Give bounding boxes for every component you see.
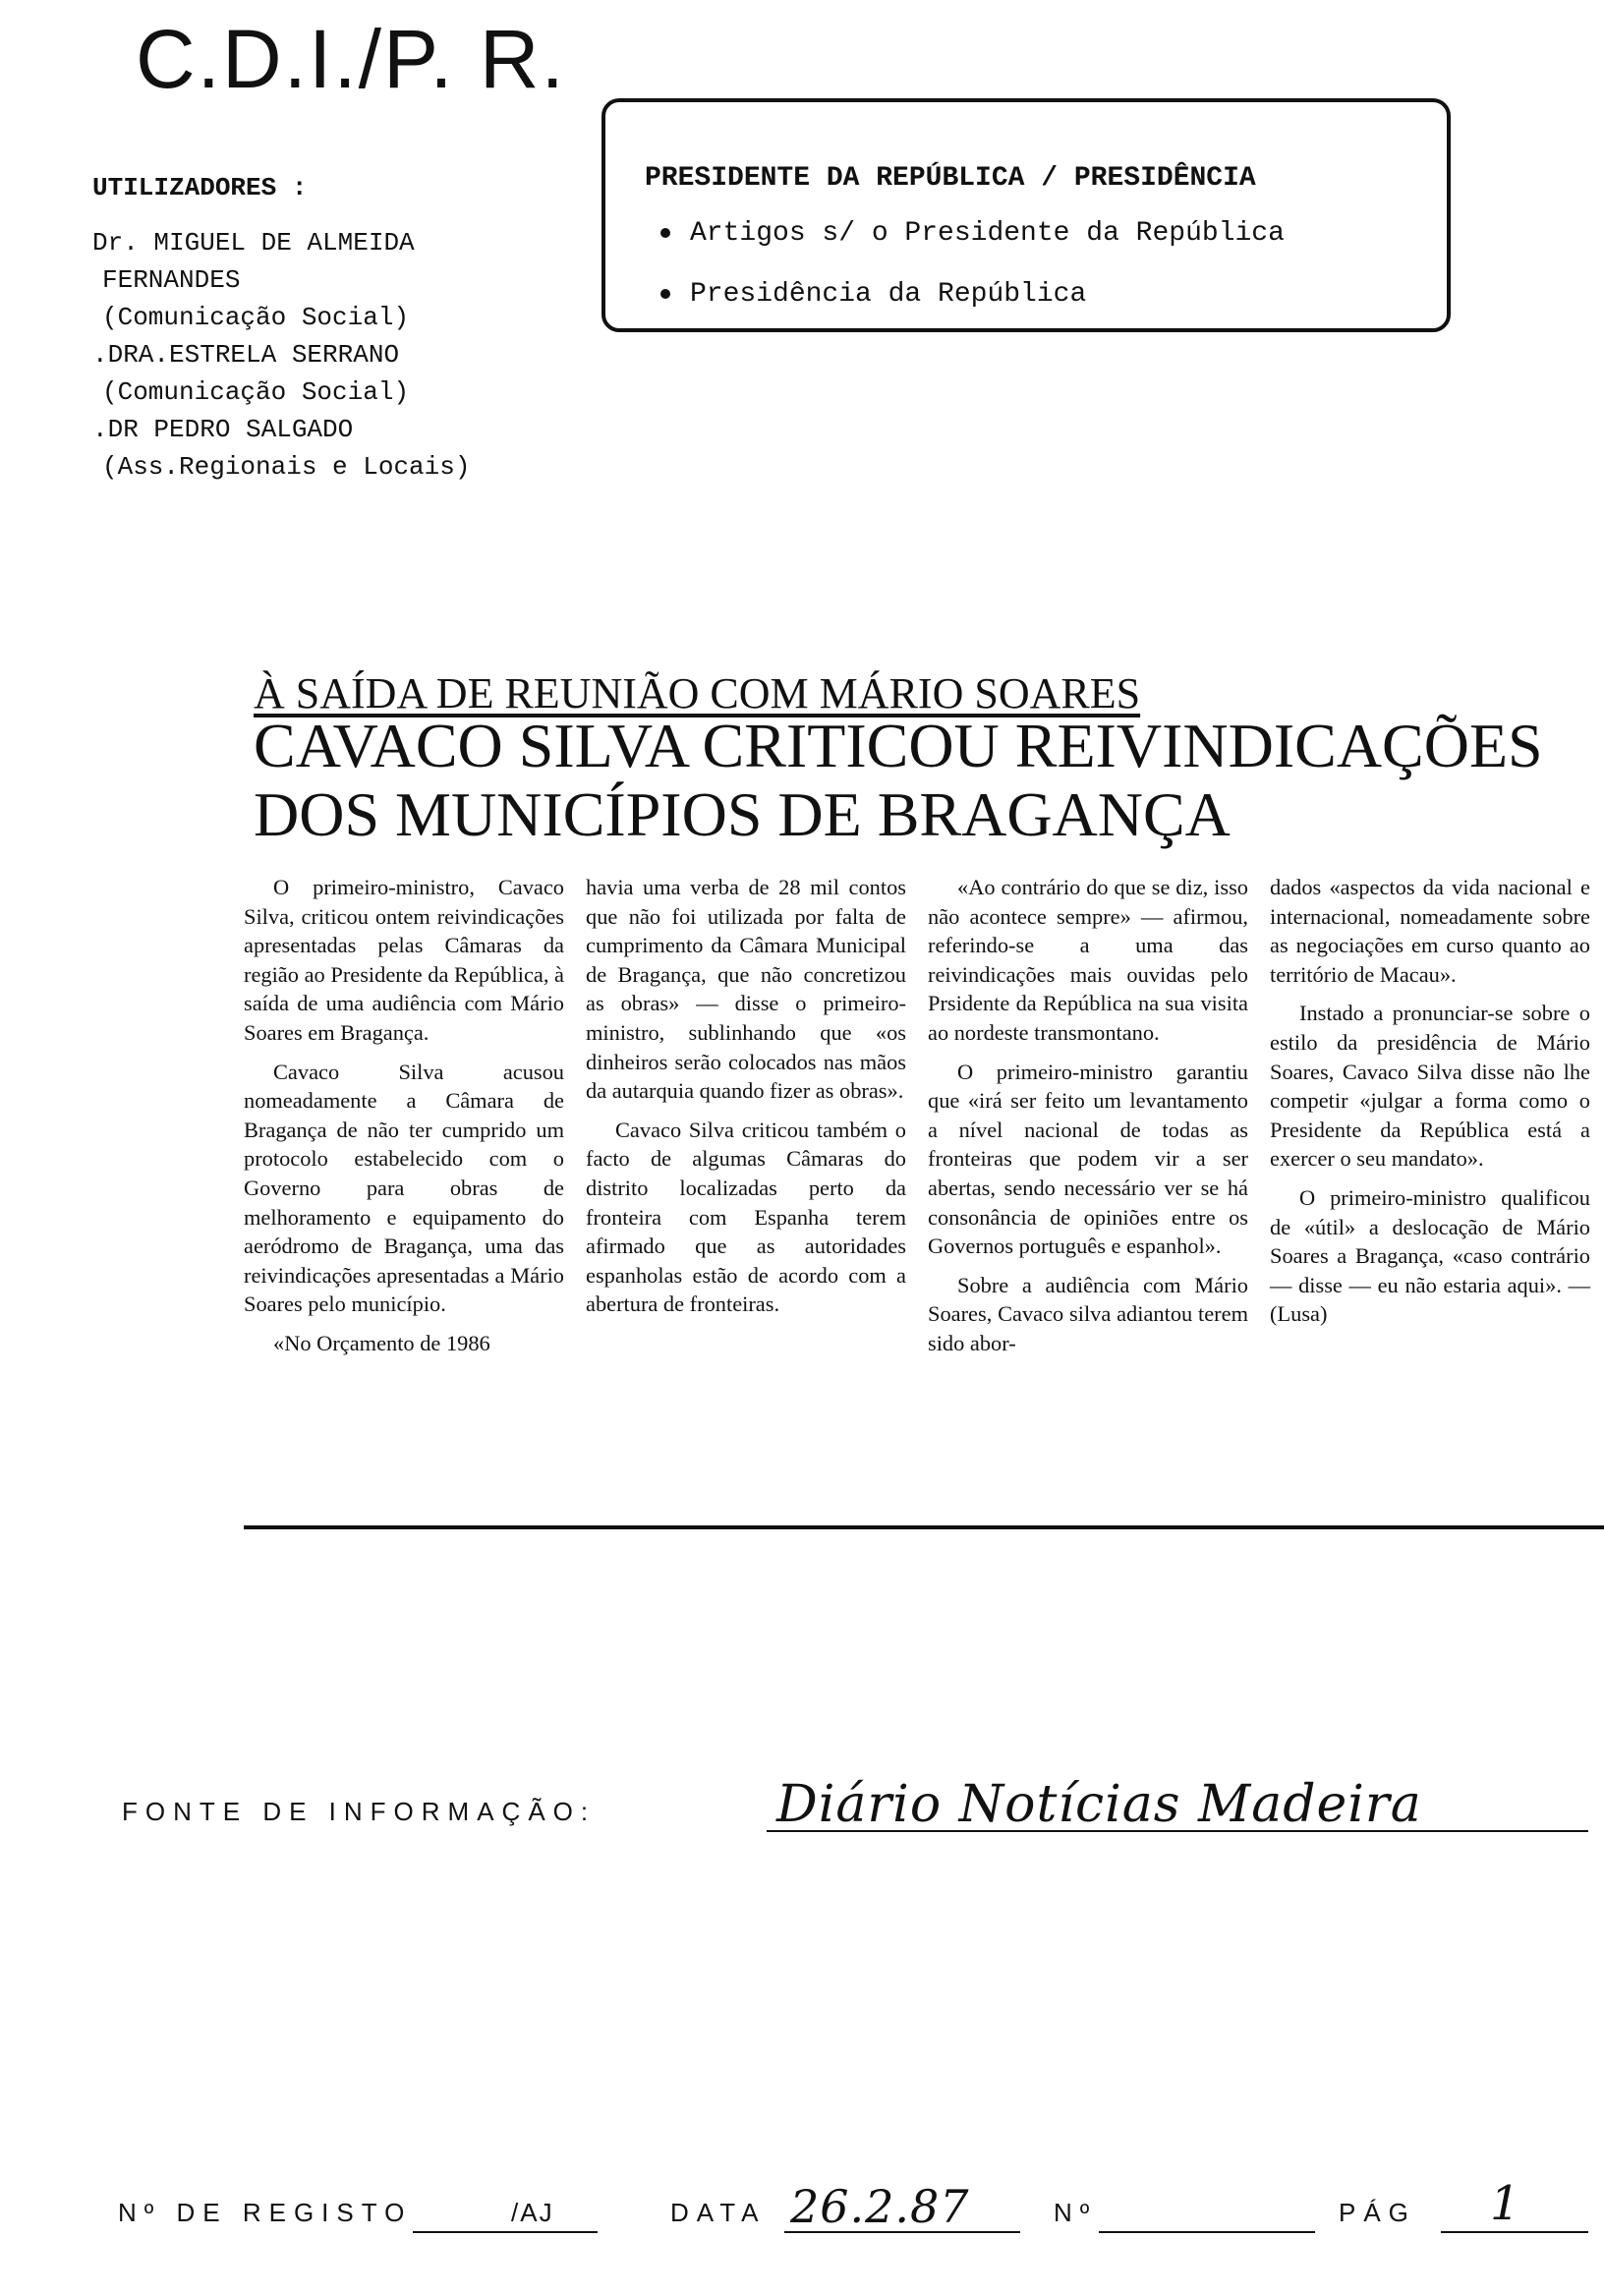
bullet-icon [660, 228, 670, 238]
paragraph: Cavaco Silva criticou também o facto de algumas Câmaras do distrito localizadas perto da fronteira com Espanha terem afirmado que as autoridades espanholas estão de acordo com a abertura de fronteiras. [586, 1117, 906, 1317]
subject-item [660, 279, 1086, 310]
numero-field-line [1099, 2231, 1315, 2233]
paragraph: «Ao contrário do que se diz, isso não acontece sempre» — afirmou, referindo-se a uma das reivindicações mais ouvidas pelo Prsidente da República na sua visita ao nordeste transmontano. [928, 875, 1248, 1045]
article-column [244, 873, 564, 1521]
article-kicker: À SAÍDA DE REUNIÃO COM MÁRIO SOARES [254, 669, 1141, 718]
numero-label: Nº [1054, 2198, 1098, 2227]
user-line: (Ass.Regionais e Locais) [102, 452, 471, 482]
paragraph: Instado a pronunciar-se sobre o estilo da presidência de Mário Soares, Cavaco Silva disse não lhe competir «julgar a forma como o Presidente da República está a exercer o seu mandato». [1270, 1001, 1590, 1172]
paragraph: «No Orçamento de 1986 [273, 1330, 490, 1355]
fonte-value: Diário Notícias Madeira [776, 1775, 1422, 1834]
article-column [928, 873, 1248, 1521]
article-column [1270, 873, 1590, 1521]
bullet-icon [660, 289, 670, 299]
subject-item-label: Presidência da República [690, 279, 1087, 310]
pag-value: 1 [1490, 2176, 1520, 2231]
article-bottom-rule [244, 1525, 1604, 1529]
user-line: Dr. MIGUEL DE ALMEIDA [92, 228, 415, 258]
pag-label: PÁG [1339, 2198, 1416, 2227]
paragraph: O primeiro-ministro, Cavaco Silva, criticou ontem reivindicações apresentadas pelas Câmaras da região ao Presidente da República, à saída de uma audiência com Mário Soares em Bragança. [244, 875, 564, 1045]
paragraph: havia uma verba de 28 mil contos que não foi utilizada por falta de cumprimento da Câmara Municipal de Bragança, que não concretizou as obras» — disse o primeiro-ministro, sublinhando que «os dinheiros serão colocados nas mãos da autarquia quando fizer as obras». [586, 875, 906, 1104]
user-line: (Comunicação Social) [102, 377, 410, 407]
subject-item-label: Artigos s/ o Presidente da República [690, 218, 1285, 249]
users-list [92, 169, 603, 486]
registo-field-line [413, 2231, 598, 2233]
headline-line: DOS MUNICÍPIOS DE BRAGANÇA [254, 779, 1231, 849]
paragraph: Cavaco Silva acusou nomeadamente a Câmara de Bragança de não ter cumprido um protocolo estabelecido com o Governo para obras de melhoramento e equipamento do aeródromo de Bragança, uma das reivindicações apresentadas a Mário Soares pelo município. [244, 1059, 564, 1317]
data-label: DATA [670, 2198, 767, 2227]
fonte-label: FONTE DE INFORMAÇÃO: [122, 1797, 597, 1826]
user-line: FERNANDES [102, 265, 241, 295]
registo-suffix: /AJ [511, 2198, 554, 2227]
user-line: .DR PEDRO SALGADO [92, 415, 354, 444]
registo-label: Nº DE REGISTO [118, 2198, 413, 2227]
pag-field-line [1441, 2231, 1588, 2233]
org-code: C.D.I./P. R. [136, 13, 566, 105]
subject-title: PRESIDENTE DA REPÚBLICA / PRESIDÊNCIA [645, 163, 1256, 194]
article-column [586, 873, 906, 1521]
user-line: .DRA.ESTRELA SERRANO [92, 340, 400, 370]
paragraph: dados «aspectos da vida nacional e internacional, nomeadamente sobre as negociações em curso quanto ao território de Macau». [1270, 875, 1590, 987]
article-body [244, 873, 1602, 1521]
headline-line: CAVACO SILVA CRITICOU REIVINDICAÇÕES [254, 711, 1543, 780]
data-value: 26.2.87 [790, 2180, 970, 2233]
paragraph: Sobre a audiência com Mário Soares, Cavaco silva adiantou terem sido abor- [928, 1272, 1248, 1355]
paragraph: O primeiro-ministro qualificou de «útil» a deslocação de Mário Soares a Bragança, «caso contrário — disse — eu não estaria aqui». — (Lusa) [1270, 1184, 1590, 1327]
users-heading: UTILIZADORES : [92, 173, 308, 202]
subject-item [660, 218, 1285, 249]
subject-box [602, 98, 1451, 332]
user-line: (Comunicação Social) [102, 303, 410, 332]
paragraph: O primeiro-ministro garantiu que «irá ser feito um levantamento a nível nacional de todas as fronteiras que podem vir a ser abertas, sendo necessário ver se há consonância de opiniões entre os Governos português e espanhol». [928, 1059, 1248, 1259]
article-headline [254, 712, 1571, 849]
